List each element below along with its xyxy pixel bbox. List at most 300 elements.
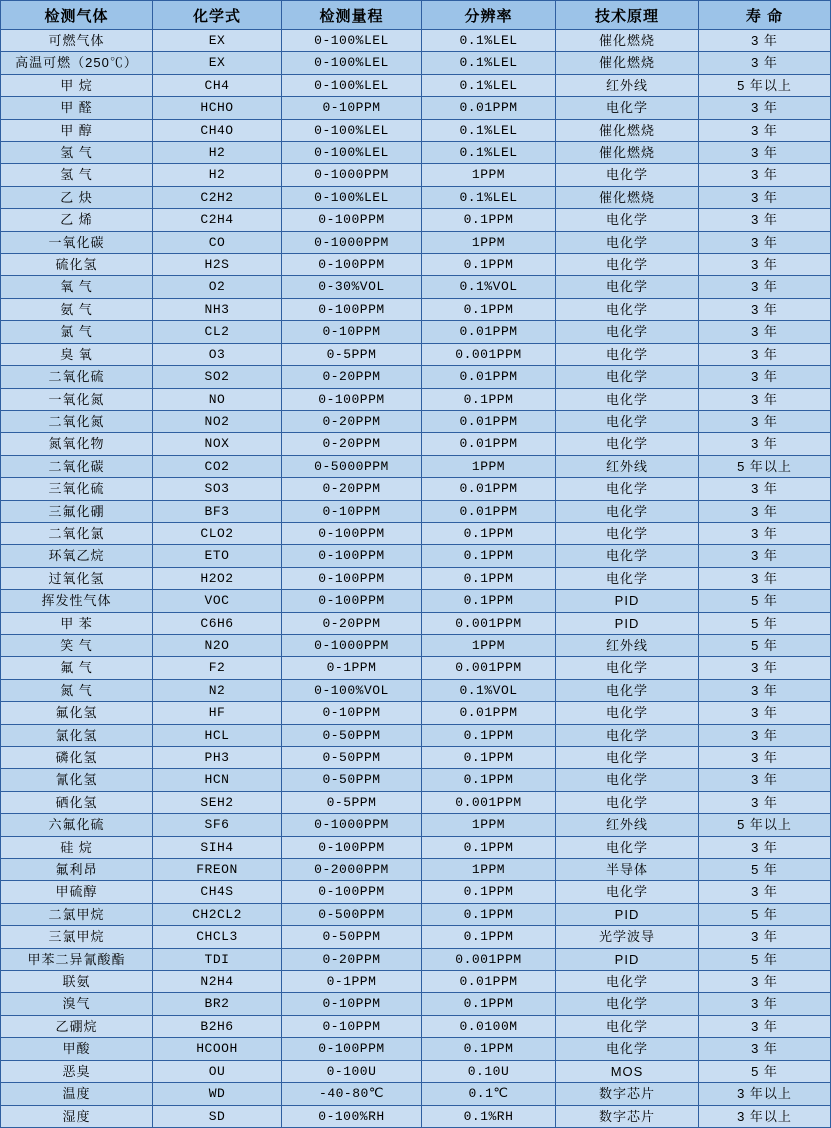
cell-lifespan: 3 年: [699, 30, 831, 52]
cell-detection-range: 0-100%LEL: [282, 74, 422, 96]
table-row: [1, 30, 831, 52]
cell-chemical-formula: F2: [153, 657, 282, 679]
cell-resolution: 1PPM: [422, 455, 556, 477]
cell-gas-name: 氯化氢: [1, 724, 153, 746]
table-row: [1, 1015, 831, 1037]
cell-technology: 电化学: [556, 679, 699, 701]
cell-lifespan: 3 年以上: [699, 1083, 831, 1105]
cell-gas-name: 氟化氢: [1, 702, 153, 724]
cell-resolution: 0.01PPM: [422, 971, 556, 993]
cell-detection-range: 0-100PPM: [282, 522, 422, 544]
cell-technology: 催化燃烧: [556, 142, 699, 164]
cell-gas-name: 氧 气: [1, 276, 153, 298]
cell-resolution: 0.1PPM: [422, 724, 556, 746]
cell-chemical-formula: SF6: [153, 814, 282, 836]
cell-gas-name: 一氧化氮: [1, 388, 153, 410]
cell-lifespan: 5 年: [699, 590, 831, 612]
cell-chemical-formula: NO2: [153, 410, 282, 432]
cell-resolution: 0.01PPM: [422, 410, 556, 432]
column-header-resolution: 分辨率: [422, 1, 556, 30]
cell-lifespan: 3 年: [699, 522, 831, 544]
cell-technology: 电化学: [556, 298, 699, 320]
table-row: [1, 679, 831, 701]
cell-chemical-formula: EX: [153, 52, 282, 74]
cell-chemical-formula: CH4O: [153, 119, 282, 141]
cell-technology: 电化学: [556, 343, 699, 365]
cell-resolution: 0.1PPM: [422, 903, 556, 925]
column-header-chemical-formula: 化学式: [153, 1, 282, 30]
cell-detection-range: 0-100PPM: [282, 590, 422, 612]
table-row: [1, 433, 831, 455]
cell-technology: 电化学: [556, 1015, 699, 1037]
cell-gas-name: 三氯甲烷: [1, 926, 153, 948]
cell-detection-range: 0-100PPM: [282, 545, 422, 567]
table-header-row: [1, 1, 831, 30]
cell-technology: 红外线: [556, 455, 699, 477]
cell-chemical-formula: CLO2: [153, 522, 282, 544]
cell-lifespan: 3 年: [699, 926, 831, 948]
cell-technology: PID: [556, 903, 699, 925]
cell-gas-name: 挥发性气体: [1, 590, 153, 612]
cell-chemical-formula: TDI: [153, 948, 282, 970]
cell-detection-range: 0-100PPM: [282, 388, 422, 410]
cell-chemical-formula: H2: [153, 142, 282, 164]
cell-chemical-formula: CO2: [153, 455, 282, 477]
cell-resolution: 0.01PPM: [422, 321, 556, 343]
cell-detection-range: 0-2000PPM: [282, 859, 422, 881]
cell-lifespan: 5 年: [699, 634, 831, 656]
table-row: [1, 1105, 831, 1127]
cell-gas-name: 硒化氢: [1, 791, 153, 813]
table-row: [1, 455, 831, 477]
cell-detection-range: 0-100PPM: [282, 836, 422, 858]
table-row: [1, 321, 831, 343]
cell-gas-name: 三氟化硼: [1, 500, 153, 522]
table-row: [1, 836, 831, 858]
cell-chemical-formula: CHCL3: [153, 926, 282, 948]
cell-resolution: 0.01PPM: [422, 478, 556, 500]
cell-resolution: 1PPM: [422, 164, 556, 186]
cell-chemical-formula: OU: [153, 1060, 282, 1082]
cell-lifespan: 3 年: [699, 747, 831, 769]
cell-lifespan: 3 年: [699, 657, 831, 679]
cell-technology: 电化学: [556, 657, 699, 679]
cell-detection-range: 0-20PPM: [282, 612, 422, 634]
column-header-detection-range: 检测量程: [282, 1, 422, 30]
table-row: [1, 1038, 831, 1060]
cell-gas-name: 二氧化硫: [1, 366, 153, 388]
cell-chemical-formula: WD: [153, 1083, 282, 1105]
table-row: [1, 522, 831, 544]
cell-lifespan: 3 年: [699, 769, 831, 791]
cell-detection-range: 0-5000PPM: [282, 455, 422, 477]
cell-resolution: 0.01PPM: [422, 500, 556, 522]
cell-detection-range: 0-100%LEL: [282, 142, 422, 164]
cell-chemical-formula: HCOOH: [153, 1038, 282, 1060]
cell-detection-range: 0-100PPM: [282, 1038, 422, 1060]
cell-gas-name: 氟利昂: [1, 859, 153, 881]
cell-chemical-formula: H2: [153, 164, 282, 186]
cell-gas-name: 二氧化氮: [1, 410, 153, 432]
cell-lifespan: 3 年: [699, 343, 831, 365]
cell-resolution: 1PPM: [422, 859, 556, 881]
column-header-technology: 技术原理: [556, 1, 699, 30]
cell-detection-range: 0-100%VOL: [282, 679, 422, 701]
cell-resolution: 0.1PPM: [422, 522, 556, 544]
cell-detection-range: 0-100%LEL: [282, 186, 422, 208]
table-row: [1, 343, 831, 365]
cell-resolution: 0.1%LEL: [422, 186, 556, 208]
cell-technology: 电化学: [556, 321, 699, 343]
cell-resolution: 0.1PPM: [422, 590, 556, 612]
cell-detection-range: 0-10PPM: [282, 1015, 422, 1037]
cell-chemical-formula: HCL: [153, 724, 282, 746]
cell-detection-range: 0-100PPM: [282, 209, 422, 231]
cell-resolution: 0.10U: [422, 1060, 556, 1082]
table-row: [1, 52, 831, 74]
cell-detection-range: 0-10PPM: [282, 500, 422, 522]
table-row: [1, 702, 831, 724]
cell-technology: 半导体: [556, 859, 699, 881]
cell-chemical-formula: B2H6: [153, 1015, 282, 1037]
cell-resolution: 0.1%VOL: [422, 679, 556, 701]
cell-resolution: 0.1%RH: [422, 1105, 556, 1127]
cell-gas-name: 乙 炔: [1, 186, 153, 208]
cell-technology: 催化燃烧: [556, 119, 699, 141]
cell-lifespan: 3 年: [699, 567, 831, 589]
table-row: [1, 298, 831, 320]
table-row: [1, 903, 831, 925]
cell-lifespan: 3 年: [699, 186, 831, 208]
cell-detection-range: 0-100PPM: [282, 298, 422, 320]
cell-chemical-formula: EX: [153, 30, 282, 52]
cell-resolution: 0.01PPM: [422, 366, 556, 388]
cell-technology: 催化燃烧: [556, 30, 699, 52]
table-row: [1, 74, 831, 96]
cell-gas-name: 氮 气: [1, 679, 153, 701]
cell-technology: 电化学: [556, 522, 699, 544]
cell-lifespan: 5 年: [699, 859, 831, 881]
table-row: [1, 971, 831, 993]
cell-chemical-formula: C2H2: [153, 186, 282, 208]
cell-lifespan: 3 年: [699, 881, 831, 903]
cell-detection-range: 0-1000PPM: [282, 814, 422, 836]
cell-lifespan: 3 年: [699, 388, 831, 410]
cell-lifespan: 3 年: [699, 478, 831, 500]
table-row: [1, 926, 831, 948]
cell-lifespan: 3 年: [699, 142, 831, 164]
cell-detection-range: 0-10PPM: [282, 993, 422, 1015]
cell-detection-range: 0-1PPM: [282, 971, 422, 993]
cell-gas-name: 甲 苯: [1, 612, 153, 634]
cell-chemical-formula: C2H4: [153, 209, 282, 231]
cell-gas-name: 甲 醛: [1, 97, 153, 119]
cell-chemical-formula: ETO: [153, 545, 282, 567]
cell-gas-name: 环氧乙烷: [1, 545, 153, 567]
cell-chemical-formula: NOX: [153, 433, 282, 455]
cell-gas-name: 高温可燃（250℃）: [1, 52, 153, 74]
cell-chemical-formula: SEH2: [153, 791, 282, 813]
cell-technology: 电化学: [556, 993, 699, 1015]
cell-lifespan: 3 年: [699, 791, 831, 813]
cell-gas-name: 六氟化硫: [1, 814, 153, 836]
cell-detection-range: 0-10PPM: [282, 97, 422, 119]
table-row: [1, 410, 831, 432]
cell-lifespan: 3 年: [699, 1038, 831, 1060]
table-row: [1, 209, 831, 231]
cell-gas-name: 氟 气: [1, 657, 153, 679]
cell-technology: 电化学: [556, 433, 699, 455]
cell-technology: 电化学: [556, 231, 699, 253]
cell-technology: 电化学: [556, 769, 699, 791]
cell-technology: 电化学: [556, 410, 699, 432]
column-header-gas-name: 检测气体: [1, 1, 153, 30]
cell-chemical-formula: CH4: [153, 74, 282, 96]
table-row: [1, 590, 831, 612]
cell-detection-range: 0-1000PPM: [282, 634, 422, 656]
cell-technology: PID: [556, 948, 699, 970]
cell-gas-name: 三氧化硫: [1, 478, 153, 500]
cell-lifespan: 3 年: [699, 164, 831, 186]
cell-gas-name: 甲硫醇: [1, 881, 153, 903]
cell-technology: PID: [556, 590, 699, 612]
cell-lifespan: 3 年: [699, 433, 831, 455]
cell-detection-range: 0-50PPM: [282, 769, 422, 791]
cell-resolution: 1PPM: [422, 814, 556, 836]
cell-chemical-formula: C6H6: [153, 612, 282, 634]
cell-detection-range: 0-50PPM: [282, 724, 422, 746]
table-row: [1, 724, 831, 746]
table-row: [1, 366, 831, 388]
table-row: [1, 231, 831, 253]
cell-gas-name: 氢 气: [1, 142, 153, 164]
cell-chemical-formula: SD: [153, 1105, 282, 1127]
cell-gas-name: 甲酸: [1, 1038, 153, 1060]
cell-detection-range: 0-20PPM: [282, 478, 422, 500]
cell-lifespan: 3 年: [699, 1015, 831, 1037]
cell-gas-name: 甲苯二异氰酸酯: [1, 948, 153, 970]
cell-gas-name: 磷化氢: [1, 747, 153, 769]
cell-resolution: 0.01PPM: [422, 97, 556, 119]
cell-technology: 电化学: [556, 702, 699, 724]
cell-chemical-formula: HF: [153, 702, 282, 724]
cell-chemical-formula: NO: [153, 388, 282, 410]
cell-gas-name: 乙 烯: [1, 209, 153, 231]
cell-gas-name: 臭 氧: [1, 343, 153, 365]
cell-lifespan: 3 年: [699, 724, 831, 746]
cell-technology: 电化学: [556, 366, 699, 388]
cell-resolution: 0.1%LEL: [422, 142, 556, 164]
cell-resolution: 0.1%LEL: [422, 52, 556, 74]
cell-detection-range: 0-20PPM: [282, 433, 422, 455]
table-row: [1, 881, 831, 903]
cell-detection-range: 0-1000PPM: [282, 164, 422, 186]
cell-chemical-formula: N2H4: [153, 971, 282, 993]
table-row: [1, 1083, 831, 1105]
table-body: [1, 30, 831, 1128]
cell-detection-range: 0-30%VOL: [282, 276, 422, 298]
cell-chemical-formula: HCN: [153, 769, 282, 791]
cell-detection-range: 0-100%LEL: [282, 30, 422, 52]
cell-resolution: 0.1PPM: [422, 298, 556, 320]
cell-lifespan: 3 年: [699, 993, 831, 1015]
cell-technology: 电化学: [556, 254, 699, 276]
cell-chemical-formula: CL2: [153, 321, 282, 343]
cell-resolution: 0.1%LEL: [422, 119, 556, 141]
cell-gas-name: 湿度: [1, 1105, 153, 1127]
cell-technology: 电化学: [556, 500, 699, 522]
cell-lifespan: 3 年: [699, 119, 831, 141]
cell-chemical-formula: H2O2: [153, 567, 282, 589]
cell-chemical-formula: H2S: [153, 254, 282, 276]
cell-technology: 光学波导: [556, 926, 699, 948]
cell-detection-range: 0-1000PPM: [282, 231, 422, 253]
cell-detection-range: 0-100U: [282, 1060, 422, 1082]
cell-resolution: 0.1℃: [422, 1083, 556, 1105]
cell-resolution: 0.0100M: [422, 1015, 556, 1037]
cell-lifespan: 3 年: [699, 702, 831, 724]
cell-technology: 电化学: [556, 97, 699, 119]
cell-resolution: 0.1PPM: [422, 1038, 556, 1060]
cell-resolution: 0.1PPM: [422, 388, 556, 410]
cell-lifespan: 5 年以上: [699, 455, 831, 477]
cell-resolution: 0.1PPM: [422, 209, 556, 231]
cell-lifespan: 5 年: [699, 1060, 831, 1082]
cell-gas-name: 二氧化碳: [1, 455, 153, 477]
cell-technology: 电化学: [556, 836, 699, 858]
cell-lifespan: 5 年: [699, 903, 831, 925]
cell-resolution: 0.1%LEL: [422, 30, 556, 52]
cell-technology: 催化燃烧: [556, 52, 699, 74]
cell-technology: 电化学: [556, 276, 699, 298]
table-row: [1, 791, 831, 813]
cell-detection-range: -40-80℃: [282, 1083, 422, 1105]
cell-gas-name: 笑 气: [1, 634, 153, 656]
cell-resolution: 0.1PPM: [422, 769, 556, 791]
cell-gas-name: 甲 烷: [1, 74, 153, 96]
table-row: [1, 500, 831, 522]
cell-technology: 电化学: [556, 1038, 699, 1060]
cell-gas-name: 硅 烷: [1, 836, 153, 858]
cell-chemical-formula: SIH4: [153, 836, 282, 858]
cell-lifespan: 3 年: [699, 679, 831, 701]
cell-chemical-formula: N2O: [153, 634, 282, 656]
table-header: [1, 1, 831, 30]
table-row: [1, 388, 831, 410]
cell-technology: 电化学: [556, 478, 699, 500]
column-header-lifespan: 寿 命: [699, 1, 831, 30]
cell-chemical-formula: CH4S: [153, 881, 282, 903]
cell-technology: 电化学: [556, 388, 699, 410]
table-row: [1, 478, 831, 500]
cell-gas-name: 氯 气: [1, 321, 153, 343]
cell-lifespan: 3 年: [699, 321, 831, 343]
table-row: [1, 747, 831, 769]
cell-chemical-formula: HCHO: [153, 97, 282, 119]
table-row: [1, 276, 831, 298]
cell-resolution: 1PPM: [422, 634, 556, 656]
cell-detection-range: 0-10PPM: [282, 321, 422, 343]
cell-lifespan: 5 年: [699, 948, 831, 970]
cell-technology: 红外线: [556, 634, 699, 656]
cell-detection-range: 0-5PPM: [282, 343, 422, 365]
cell-resolution: 0.1PPM: [422, 747, 556, 769]
cell-technology: 电化学: [556, 164, 699, 186]
table-row: [1, 948, 831, 970]
cell-gas-name: 联氨: [1, 971, 153, 993]
cell-detection-range: 0-20PPM: [282, 410, 422, 432]
cell-gas-name: 乙硼烷: [1, 1015, 153, 1037]
cell-gas-name: 溴气: [1, 993, 153, 1015]
cell-lifespan: 3 年: [699, 97, 831, 119]
table-row: [1, 769, 831, 791]
cell-chemical-formula: O3: [153, 343, 282, 365]
cell-technology: 电化学: [556, 881, 699, 903]
cell-lifespan: 3 年: [699, 254, 831, 276]
cell-detection-range: 0-5PPM: [282, 791, 422, 813]
table-row: [1, 186, 831, 208]
cell-chemical-formula: O2: [153, 276, 282, 298]
cell-detection-range: 0-50PPM: [282, 926, 422, 948]
table-row: [1, 859, 831, 881]
cell-resolution: 0.001PPM: [422, 948, 556, 970]
cell-technology: MOS: [556, 1060, 699, 1082]
cell-resolution: 0.01PPM: [422, 433, 556, 455]
table-row: [1, 97, 831, 119]
table-row: [1, 254, 831, 276]
cell-gas-name: 氢 气: [1, 164, 153, 186]
cell-lifespan: 5 年以上: [699, 814, 831, 836]
table-row: [1, 657, 831, 679]
table-row: [1, 567, 831, 589]
cell-gas-name: 温度: [1, 1083, 153, 1105]
cell-chemical-formula: BF3: [153, 500, 282, 522]
cell-lifespan: 3 年: [699, 836, 831, 858]
cell-detection-range: 0-10PPM: [282, 702, 422, 724]
cell-lifespan: 3 年: [699, 410, 831, 432]
cell-chemical-formula: BR2: [153, 993, 282, 1015]
cell-resolution: 0.001PPM: [422, 612, 556, 634]
cell-resolution: 0.1PPM: [422, 545, 556, 567]
cell-resolution: 0.1PPM: [422, 836, 556, 858]
cell-gas-name: 一氧化碳: [1, 231, 153, 253]
cell-detection-range: 0-100PPM: [282, 254, 422, 276]
cell-resolution: 0.1PPM: [422, 254, 556, 276]
cell-gas-name: 氨 气: [1, 298, 153, 320]
cell-chemical-formula: NH3: [153, 298, 282, 320]
table-row: [1, 545, 831, 567]
cell-lifespan: 3 年: [699, 52, 831, 74]
cell-resolution: 0.1PPM: [422, 881, 556, 903]
table-row: [1, 1060, 831, 1082]
cell-chemical-formula: CH2CL2: [153, 903, 282, 925]
cell-detection-range: 0-100PPM: [282, 881, 422, 903]
cell-detection-range: 0-20PPM: [282, 366, 422, 388]
cell-lifespan: 3 年以上: [699, 1105, 831, 1127]
cell-detection-range: 0-100PPM: [282, 567, 422, 589]
cell-technology: 电化学: [556, 747, 699, 769]
cell-detection-range: 0-50PPM: [282, 747, 422, 769]
cell-technology: 电化学: [556, 971, 699, 993]
cell-technology: 电化学: [556, 791, 699, 813]
cell-technology: 红外线: [556, 74, 699, 96]
cell-chemical-formula: FREON: [153, 859, 282, 881]
cell-gas-name: 氮氧化物: [1, 433, 153, 455]
cell-resolution: 0.1PPM: [422, 993, 556, 1015]
cell-technology: 电化学: [556, 209, 699, 231]
cell-lifespan: 5 年以上: [699, 74, 831, 96]
cell-lifespan: 3 年: [699, 500, 831, 522]
